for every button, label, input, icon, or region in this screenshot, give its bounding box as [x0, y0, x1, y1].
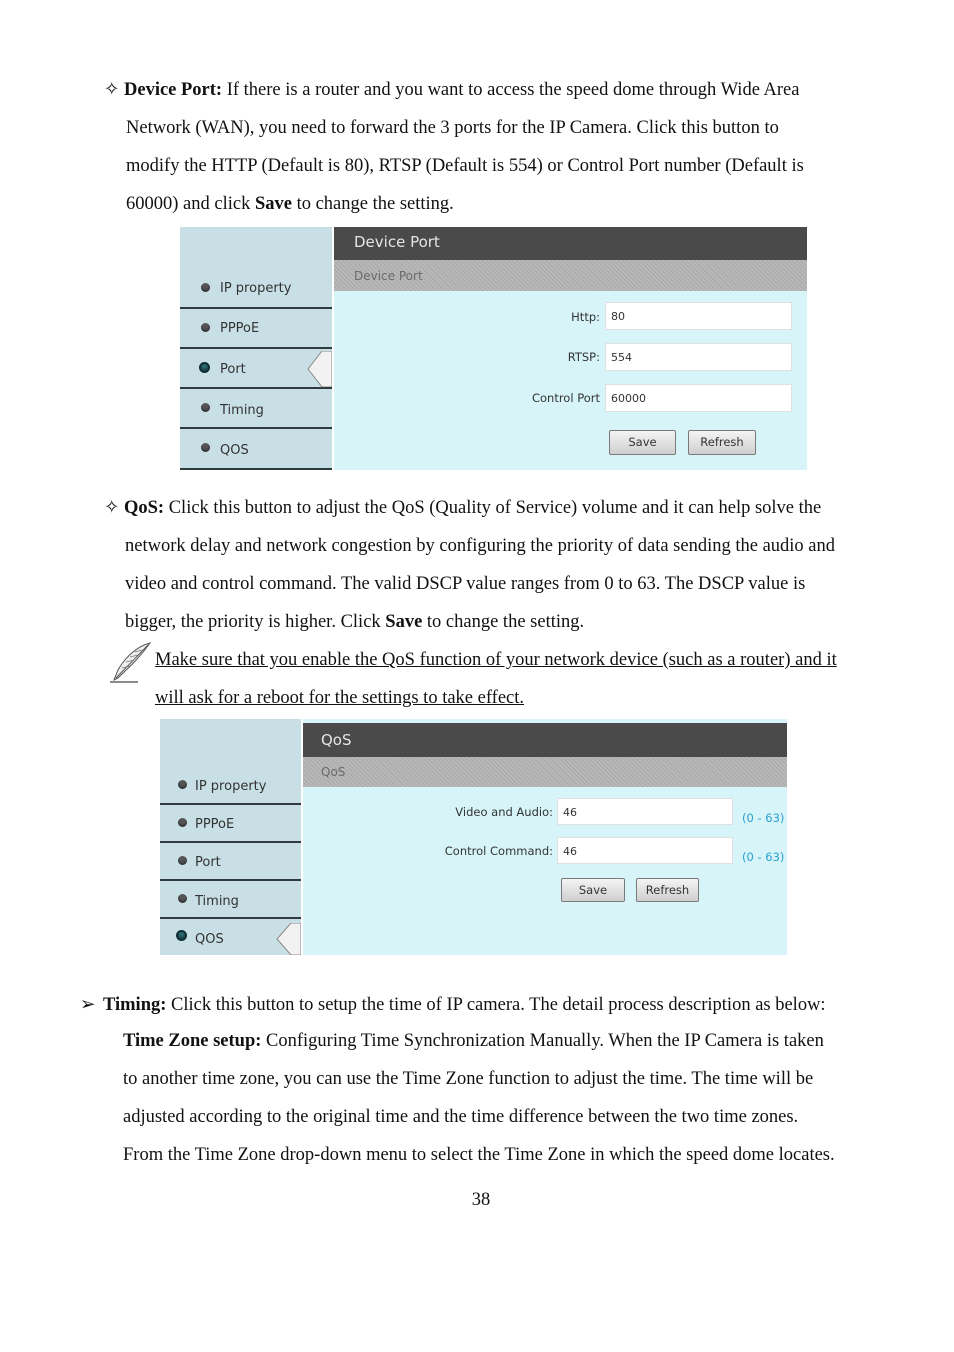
time-zone-heading: Time Zone setup: — [123, 1031, 262, 1051]
sidebar-item-ip-property[interactable] — [180, 267, 332, 309]
device-port-text: Network (WAN), you need to forward the 3 ports for the IP Camera. Click this button to — [126, 118, 779, 138]
control-port-label: Control Port — [531, 391, 600, 405]
http-label: Http: — [571, 310, 600, 324]
save-keyword: Save — [385, 612, 423, 632]
refresh-button[interactable]: Refresh — [688, 430, 756, 455]
qos-text: network delay and network congestion by configuring the priority of data sending the audio and — [125, 536, 836, 556]
rtsp-label: RTSP: — [567, 350, 600, 364]
sidebar-item-qos[interactable] — [180, 429, 332, 470]
bullet-dot-icon — [201, 283, 210, 292]
rtsp-port-input[interactable]: 554 — [605, 343, 792, 371]
diamond-bullet-icon: ✧ — [104, 80, 120, 100]
time-zone-paragraph — [123, 1022, 835, 1174]
sidebar-item-timing[interactable] — [160, 881, 301, 919]
qos-text: to change the setting. — [422, 612, 585, 632]
qos-paragraph — [104, 489, 835, 641]
device-port-panel — [334, 227, 807, 470]
refresh-button[interactable]: Refresh — [636, 878, 699, 902]
sidebar-item-port[interactable] — [160, 843, 301, 881]
arrow-bullet-icon: ➢ — [80, 995, 96, 1015]
feather-note-icon — [108, 640, 154, 686]
settings-sidebar — [180, 227, 332, 470]
video-audio-dscp-input[interactable]: 46 — [557, 798, 733, 825]
bullet-dot-icon — [178, 856, 187, 865]
panel-subtitle — [303, 757, 787, 787]
device-port-text: 60000) and click — [126, 194, 255, 214]
sidebar-item-pppoe[interactable] — [180, 309, 332, 349]
save-button[interactable]: Save — [609, 430, 676, 455]
control-command-range: (0 - 63) — [742, 850, 785, 864]
sidebar-item-port[interactable] — [180, 349, 332, 389]
sidebar-item-label: IP property — [220, 281, 292, 296]
sidebar-item-label: PPPoE — [195, 817, 235, 832]
video-audio-range: (0 - 63) — [742, 811, 785, 825]
timing-text: Click this button to setup the time of IP camera. The detail process description as below: — [166, 995, 826, 1015]
sidebar-item-label: QOS — [195, 932, 224, 947]
panel-title-text: QoS — [321, 731, 352, 749]
bullet-dot-icon — [201, 443, 210, 452]
sidebar-item-pppoe[interactable] — [160, 805, 301, 843]
panel-subtitle-text: Device Port — [354, 269, 423, 283]
sidebar-item-ip-property[interactable] — [160, 767, 301, 805]
http-port-input[interactable]: 80 — [605, 302, 792, 330]
qos-text: bigger, the priority is higher. Click — [125, 612, 386, 632]
active-dot-icon — [176, 930, 187, 941]
panel-title — [334, 227, 807, 260]
panel-subtitle-text: QoS — [321, 765, 346, 779]
sidebar-item-label: QOS — [220, 443, 249, 458]
device-port-text: If there is a router and you want to access the speed dome through Wide Area — [222, 80, 800, 100]
bullet-dot-icon — [178, 894, 187, 903]
sidebar-item-timing[interactable] — [180, 389, 332, 429]
qos-panel — [303, 719, 787, 955]
bullet-dot-icon — [201, 323, 210, 332]
timing-heading: Timing: — [103, 995, 167, 1015]
note-text: Make sure that you enable the QoS function of your network device (such as a router) and it — [155, 650, 837, 670]
diamond-bullet-icon: ✧ — [104, 498, 120, 518]
sidebar-item-label: Timing — [220, 403, 264, 418]
control-command-dscp-input[interactable]: 46 — [557, 837, 733, 864]
qos-text: Click this button to adjust the QoS (Quality of Service) volume and it can help solve the — [164, 498, 822, 518]
page-number: 38 — [471, 1190, 491, 1210]
qos-text: video and control command. The valid DSCP value ranges from 0 to 63. The DSCP value is — [125, 574, 806, 594]
panel-subtitle — [334, 260, 807, 291]
device-port-text: to change the setting. — [291, 194, 454, 214]
time-zone-text: adjusted according to the original time and the time difference between the two time zones. — [123, 1107, 799, 1127]
sidebar-item-label: Timing — [195, 894, 239, 909]
device-port-text: modify the HTTP (Default is 80), RTSP (Default is 554) or Control Port number (Default is — [126, 156, 804, 176]
time-zone-text: From the Time Zone drop-down menu to select the Time Zone in which the speed dome locates. — [123, 1145, 835, 1165]
save-button[interactable]: Save — [561, 878, 625, 902]
save-keyword: Save — [254, 194, 292, 214]
bullet-dot-icon — [178, 818, 187, 827]
active-dot-icon — [199, 362, 210, 373]
control-port-input[interactable]: 60000 — [605, 384, 792, 412]
bullet-dot-icon — [201, 403, 210, 412]
device-port-screenshot — [180, 227, 807, 470]
sidebar-item-label: IP property — [195, 779, 267, 794]
active-tab-arrow-icon — [275, 923, 301, 955]
device-port-heading: Device Port: — [124, 80, 223, 100]
sidebar-item-label: Port — [195, 855, 221, 870]
qos-heading: QoS: — [124, 498, 165, 518]
video-audio-label: Video and Audio: — [455, 805, 553, 819]
sidebar-item-label: PPPoE — [220, 321, 260, 336]
note-text: will ask for a reboot for the settings to take effect. — [155, 688, 525, 708]
time-zone-text: to another time zone, you can use the Time Zone function to adjust the time. The time will be — [123, 1069, 814, 1089]
sidebar-item-qos[interactable] — [160, 919, 301, 955]
control-command-label: Control Command: — [444, 844, 553, 858]
sidebar-item-label: Port — [220, 362, 246, 377]
qos-screenshot — [160, 719, 787, 955]
qos-note — [155, 641, 837, 717]
timing-paragraph — [80, 986, 826, 1024]
panel-title-text: Device Port — [354, 233, 440, 251]
panel-title — [303, 723, 787, 757]
device-port-paragraph — [104, 71, 804, 223]
time-zone-text: Configuring Time Synchronization Manually. When the IP Camera is taken — [261, 1031, 824, 1051]
active-tab-arrow-icon — [306, 351, 332, 387]
settings-sidebar — [160, 719, 301, 955]
bullet-dot-icon — [178, 780, 187, 789]
